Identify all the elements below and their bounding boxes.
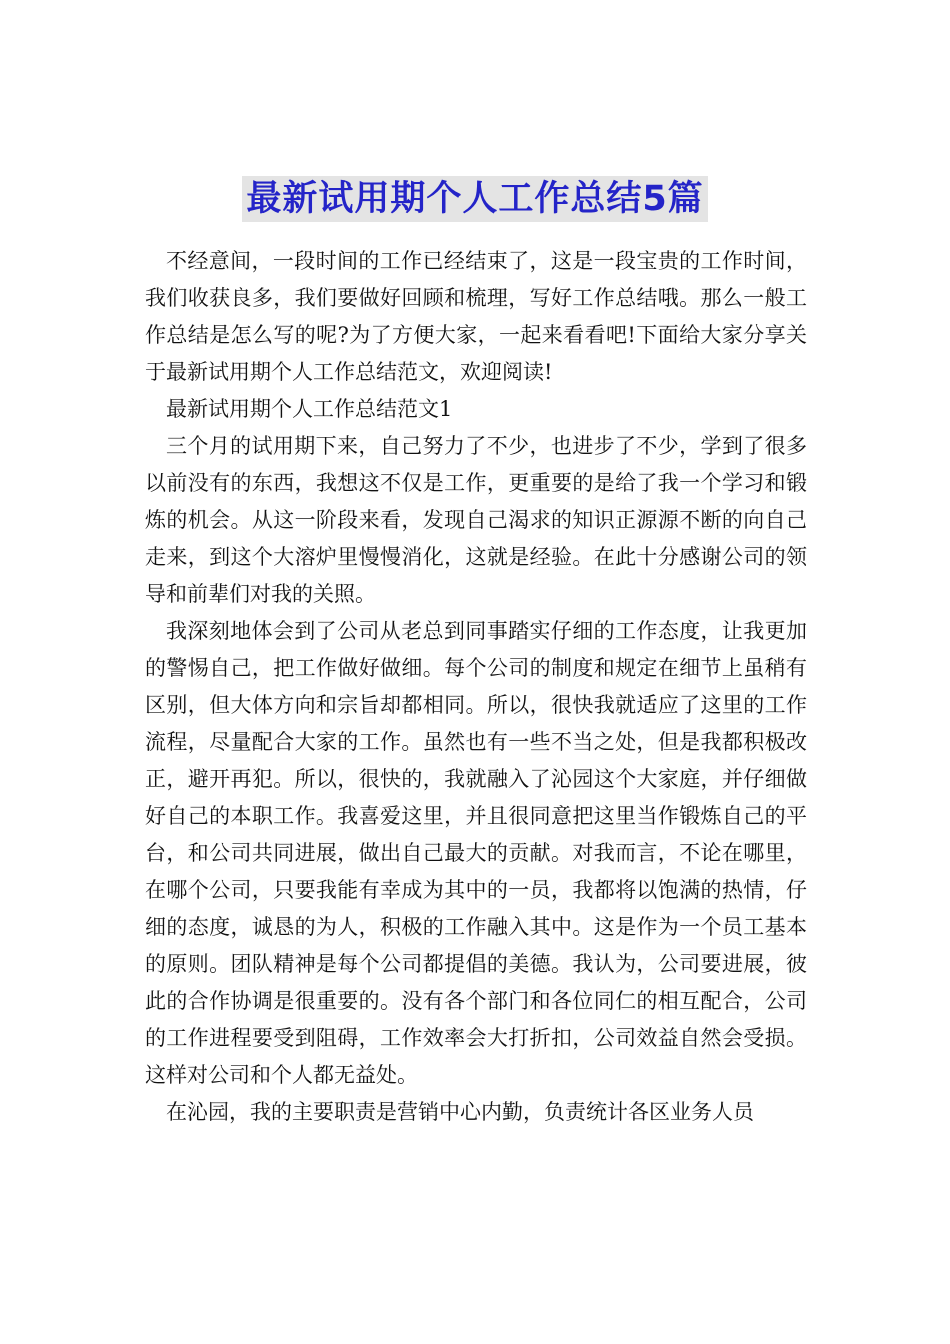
document-body xyxy=(145,243,807,1131)
body-paragraph: 三个月的试用期下来，自己努力了不少，也进步了不少，学到了很多以前没有的东西，我想这不仅是工作，更重要的是给了我一个学习和锻炼的机会。从这一阶段来看，发现自己渴求的知识正源源不断的向自己走来，到这个大溶炉里慢慢消化，这就是经验。在此十分感谢公司的领导和前辈们对我的关照。 xyxy=(145,434,807,606)
body-paragraph: 在沁园，我的主要职责是营销中心内勤，负责统计各区业务人员 xyxy=(166,1100,754,1124)
intro-paragraph: 不经意间，一段时间的工作已经结束了，这是一段宝贵的工作时间，我们收获良多，我们要做好回顾和梳理，写好工作总结哦。那么一般工作总结是怎么写的呢?为了方便大家，一起来看看吧!下面给大家分享关于最新试用期个人工作总结范文，欢迎阅读! xyxy=(145,249,807,384)
document-title: 最新试用期个人工作总结5篇 xyxy=(242,176,707,222)
title-container xyxy=(0,176,950,222)
body-paragraph: 我深刻地体会到了公司从老总到同事踏实仔细的工作态度，让我更加的警惕自己，把工作做好做细。每个公司的制度和规定在细节上虽稍有区别，但大体方向和宗旨却都相同。所以，很快我就适应了这里的工作流程，尽量配合大家的工作。虽然也有一些不当之处，但是我都积极改正，避开再犯。所以，很快的，我就融入了沁园这个大家庭，并仔细做好自己的本职工作。我喜爱这里，并且很同意把这里当作锻炼自己的平台，和公司共同进展，做出自己最大的贡献。对我而言，不论在哪里，在哪个公司，只要我能有幸成为其中的一员，我都将以饱满的热情，仔细的态度，诚恳的为人，积极的工作融入其中。这是作为一个员工基本的原则。团队精神是每个公司都提倡的美德。我认为，公司要进展，彼此的合作协调是很重要的。没有各个部门和各位同仁的相互配合，公司的工作进程要受到阻碍，工作效率会大打折扣，公司效益自然会受损。这样对公司和个人都无益处。 xyxy=(145,619,807,1087)
section-heading: 最新试用期个人工作总结范文1 xyxy=(166,397,453,421)
